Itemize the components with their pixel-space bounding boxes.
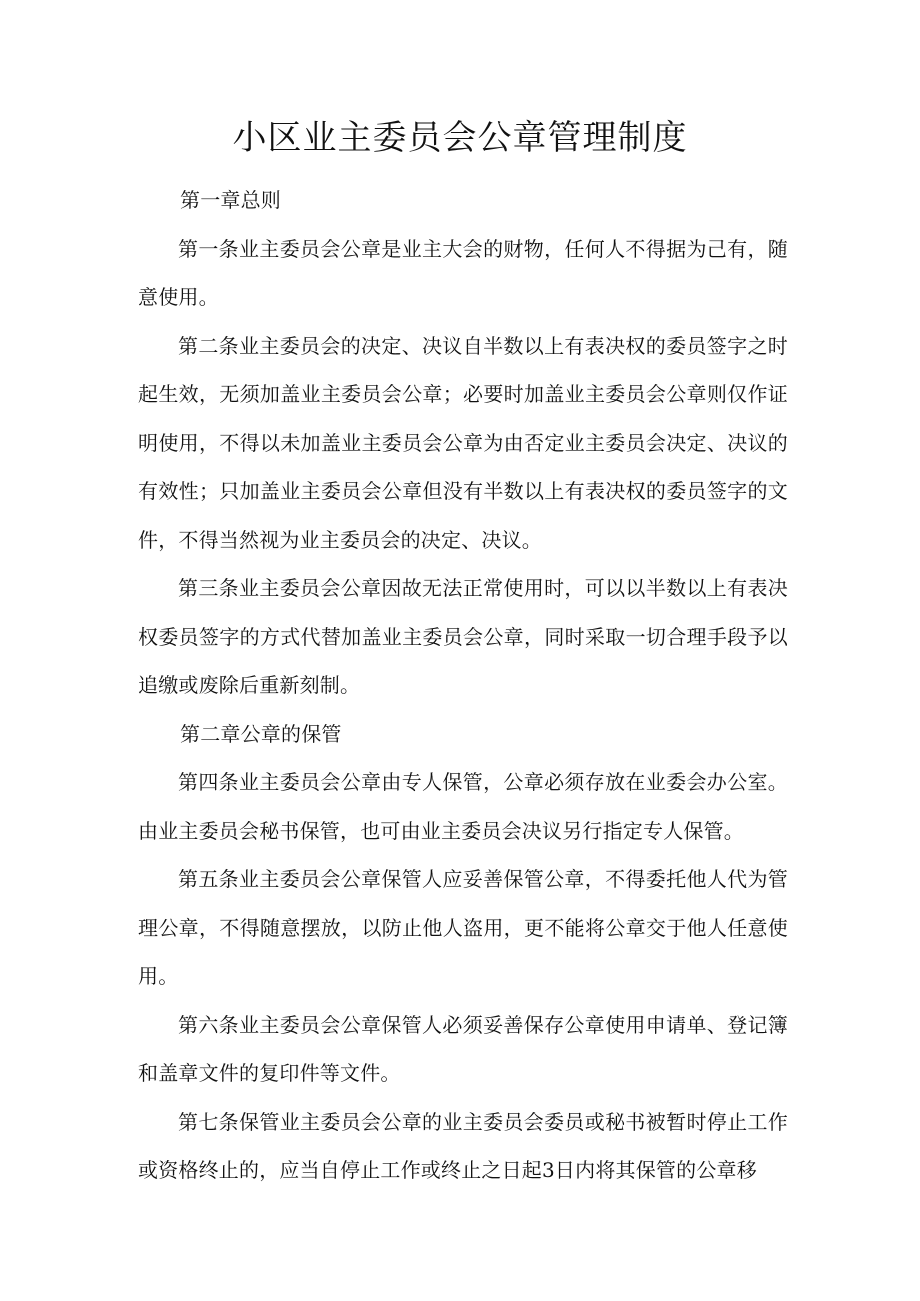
article-2: 第二条业主委员会的决定、决议自半数以上有表决权的委员签字之时起生效，无须加盖业主委员会公章；必要时加盖业主委员会公章则仅作证明使用，不得以未加盖业主委员会公章为由否定业主委员会决定、决议的有效性；只加盖业主委员会公章但没有半数以上有表决权的委员签字的文件，不得当然视为业主委员会的决定、决议。 xyxy=(138,333,788,552)
article-3: 第三条业主委员会公章因故无法正常使用时，可以以半数以上有表决权委员签字的方式代替加盖业主委员会公章，同时采取一切合理手段予以追缴或废除后重新刻制。 xyxy=(138,576,788,697)
chapter-heading-2: 第二章公章的保管 xyxy=(180,721,342,746)
chapter-heading-1: 第一章总则 xyxy=(180,188,281,212)
article-7: 第七条保管业主委员会公章的业主委员会委员或秘书被暂时停止工作或资格终止的，应当自停止工作或终止之日起3日内将其保管的公章移 xyxy=(138,1109,788,1182)
document-title: 小区业主委员会公章管理制度 xyxy=(232,118,688,158)
article-6: 第六条业主委员会公章保管人必须妥善保存公章使用申请单、登记簿和盖章文件的复印件等文件。 xyxy=(138,1012,788,1085)
document-body xyxy=(138,176,788,1195)
article-1: 第一条业主委员会公章是业主大会的财物，任何人不得据为己有，随意使用。 xyxy=(138,236,788,309)
article-5: 第五条业主委员会公章保管人应妥善保管公章，不得委托他人代为管理公章，不得随意摆放，以防止他人盗用，更不能将公章交于他人任意使用。 xyxy=(138,867,788,988)
article-4: 第四条业主委员会公章由专人保管，公章必须存放在业委会办公室。由业主委员会秘书保管，也可由业主委员会决议另行指定专人保管。 xyxy=(138,770,788,843)
